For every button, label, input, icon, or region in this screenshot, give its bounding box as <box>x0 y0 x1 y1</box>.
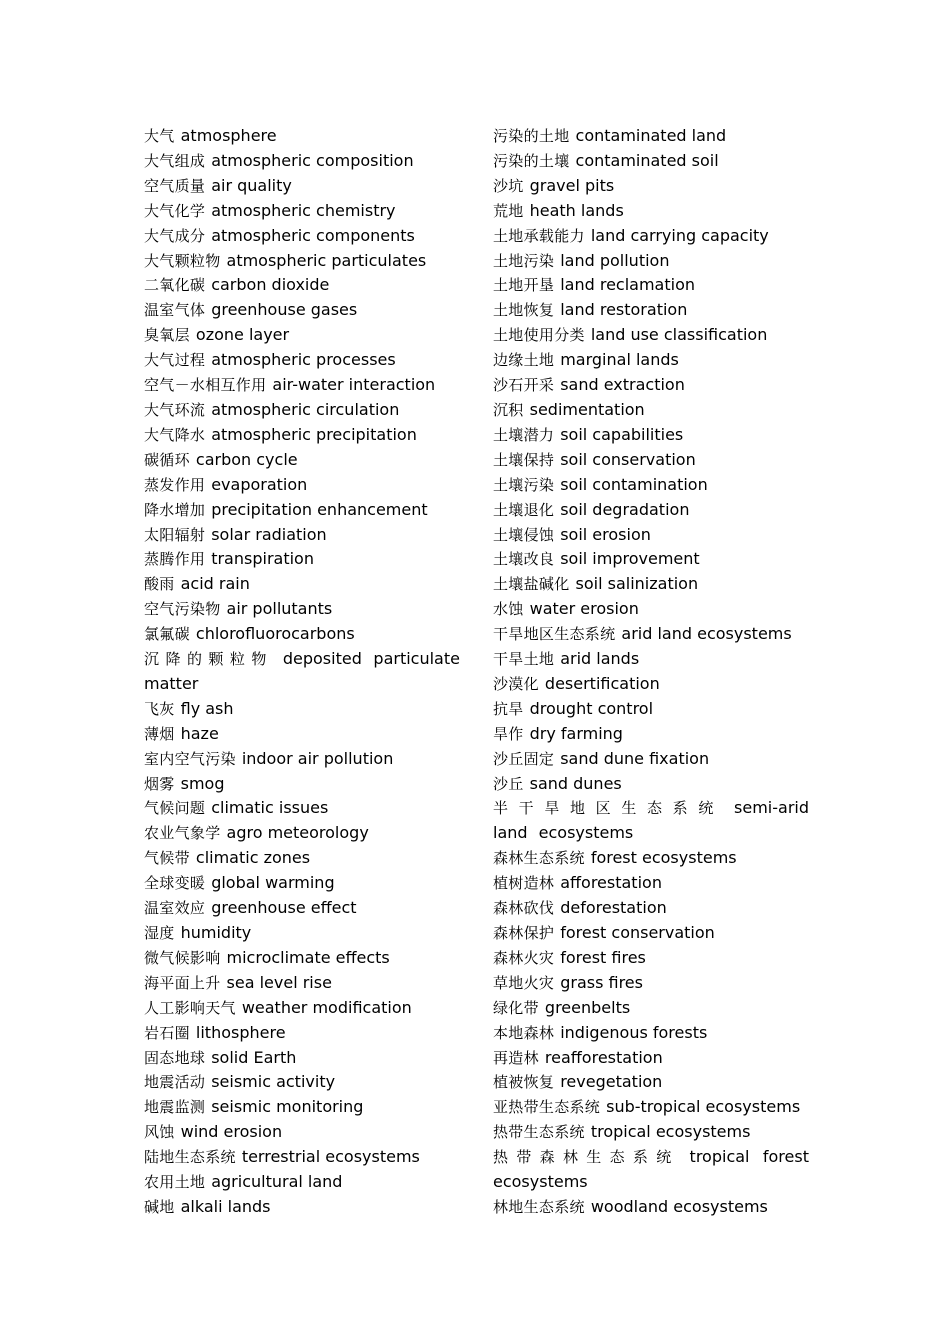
term-english: acid rain <box>180 574 250 594</box>
term-english: soil contamination <box>560 474 708 494</box>
glossary-entry <box>493 149 809 174</box>
term-chinese: 森林保护 <box>493 924 555 942</box>
term-chinese: 沙漠化 <box>493 674 539 693</box>
glossary-entry <box>144 1145 460 1170</box>
glossary-entry <box>144 921 460 946</box>
term-chinese: 森林火灾 <box>493 948 555 967</box>
term-english: reafforestation <box>544 1047 663 1067</box>
glossary-entry <box>144 373 460 398</box>
glossary-entry <box>144 622 460 647</box>
term-english: sand dune fixation <box>560 748 710 768</box>
term-english: alkali lands <box>180 1196 271 1216</box>
term-chinese: 空气－水相互作用 <box>144 376 267 395</box>
term-chinese: 大气颗粒物 <box>144 251 221 270</box>
glossary-entry <box>493 896 809 921</box>
term-english: lithosphere <box>195 1022 286 1042</box>
term-english: soil salinization <box>575 574 699 594</box>
glossary-entry <box>144 1120 460 1145</box>
term-chinese: 水蚀 <box>493 600 524 619</box>
term-chinese: 陆地生态系统 <box>144 1148 236 1167</box>
term-english: contaminated land <box>575 126 727 145</box>
glossary-entry <box>144 996 460 1021</box>
glossary-entry <box>144 1195 460 1220</box>
term-english: dry farming <box>529 723 623 743</box>
term-english: revegetation <box>560 1072 663 1092</box>
term-english: land reclamation <box>560 275 695 295</box>
term-english: fly ash <box>180 698 234 718</box>
term-english: land restoration <box>560 300 688 320</box>
glossary-entry <box>493 249 809 274</box>
glossary-entry <box>493 597 809 622</box>
term-chinese: 飞灰 <box>144 699 175 718</box>
term-chinese: 植被恢复 <box>493 1073 555 1092</box>
term-chinese: 土地承载能力 <box>493 226 585 245</box>
term-chinese: 海平面上升 <box>144 973 221 992</box>
term-english: atmospheric circulation <box>211 399 400 419</box>
term-chinese: 岩石圈 <box>144 1023 190 1042</box>
glossary-entry <box>493 747 809 772</box>
term-chinese: 土壤退化 <box>493 500 555 519</box>
term-english: drought control <box>529 698 654 718</box>
glossary-entry <box>144 398 460 423</box>
term-chinese: 风蚀 <box>144 1123 175 1142</box>
glossary-entry <box>493 273 809 298</box>
term-english: tropical ecosystems <box>590 1122 751 1142</box>
glossary-entry <box>144 523 460 548</box>
term-chinese: 湿度 <box>144 924 175 942</box>
term-chinese: 土壤改良 <box>493 550 555 569</box>
term-english: carbon cycle <box>195 449 298 469</box>
glossary-entry <box>493 523 809 548</box>
term-chinese: 大气环流 <box>144 400 206 419</box>
term-chinese: 土地恢复 <box>493 301 555 320</box>
glossary-entry <box>493 224 809 249</box>
term-chinese: 地震活动 <box>144 1073 206 1092</box>
glossary-entry <box>144 199 460 224</box>
term-chinese: 森林砍伐 <box>493 899 555 918</box>
term-chinese: 蒸发作用 <box>144 475 206 494</box>
term-english: ozone layer <box>195 325 290 345</box>
term-english: atmospheric components <box>211 225 415 245</box>
glossary-entry <box>144 149 460 174</box>
glossary-entry <box>144 722 460 747</box>
term-chinese: 土壤侵蚀 <box>493 525 555 544</box>
glossary-entry <box>493 1046 809 1071</box>
term-chinese: 微气候影响 <box>144 948 221 967</box>
term-chinese: 大气成分 <box>144 226 206 245</box>
term-chinese: 抗旱 <box>493 699 524 718</box>
term-english: sand dunes <box>529 773 622 793</box>
term-chinese: 沙丘固定 <box>493 749 555 768</box>
glossary-entry <box>493 921 809 946</box>
term-english: desertification <box>544 673 660 693</box>
term-chinese: 再造林 <box>493 1048 539 1067</box>
glossary-entry <box>493 1095 809 1120</box>
glossary-entry <box>144 772 460 797</box>
glossary-entry <box>144 597 460 622</box>
glossary-entry <box>493 772 809 797</box>
term-chinese: 沙石开采 <box>493 376 555 395</box>
term-english: haze <box>180 723 219 743</box>
term-english: atmospheric chemistry <box>211 200 396 220</box>
term-chinese: 碱地 <box>144 1197 175 1216</box>
term-english: wind erosion <box>180 1122 283 1142</box>
glossary-entry <box>493 174 809 199</box>
term-english: soil capabilities <box>560 424 684 444</box>
left-column <box>144 124 460 1220</box>
term-english: tropical forest ecosystems <box>493 1147 809 1192</box>
term-chinese: 污染的土地 <box>493 127 570 145</box>
glossary-entry <box>144 473 460 498</box>
glossary-entry <box>144 448 460 473</box>
term-chinese: 大气化学 <box>144 201 206 220</box>
term-chinese: 土壤保持 <box>493 450 555 469</box>
glossary-entry <box>493 946 809 971</box>
term-chinese: 土地开垦 <box>493 276 555 295</box>
glossary-entry <box>144 323 460 348</box>
term-chinese: 热带森林生态系统 <box>493 1148 680 1167</box>
term-english: air quality <box>211 175 292 195</box>
term-chinese: 草地火灾 <box>493 973 555 992</box>
term-chinese: 臭氧层 <box>144 326 190 345</box>
term-english: atmospheric particulates <box>226 250 427 270</box>
glossary-entry <box>493 871 809 896</box>
glossary-entry <box>144 1070 460 1095</box>
glossary-entry <box>144 298 460 323</box>
term-english: seismic activity <box>211 1072 336 1092</box>
term-english: deforestation <box>560 898 667 918</box>
glossary-entry <box>493 199 809 224</box>
term-english: solar radiation <box>211 524 327 544</box>
term-chinese: 薄烟 <box>144 724 175 743</box>
term-english: soil improvement <box>560 549 700 569</box>
term-english: indigenous forests <box>560 1022 708 1042</box>
glossary-entry <box>144 423 460 448</box>
glossary-entry <box>493 846 809 871</box>
term-english: soil conservation <box>560 449 696 469</box>
term-english: grass fires <box>560 972 643 992</box>
term-chinese: 土地使用分类 <box>493 326 585 345</box>
glossary-entry <box>144 946 460 971</box>
glossary-entry <box>493 348 809 373</box>
term-chinese: 空气污染物 <box>144 600 221 619</box>
term-chinese: 半干旱地区生态系统 <box>493 799 725 818</box>
glossary-entry <box>144 846 460 871</box>
term-english: land use classification <box>590 325 768 345</box>
glossary-entry <box>144 1046 460 1071</box>
glossary-entry <box>493 697 809 722</box>
term-english: arid lands <box>560 649 640 669</box>
glossary-entry <box>493 423 809 448</box>
term-chinese: 酸雨 <box>144 575 175 594</box>
glossary-entry <box>144 796 460 821</box>
glossary-entry <box>144 1095 460 1120</box>
glossary-entry <box>493 398 809 423</box>
term-chinese: 地震监测 <box>144 1098 206 1117</box>
glossary-entry <box>493 672 809 697</box>
glossary-entry <box>493 572 809 597</box>
term-chinese: 烟雾 <box>144 774 175 793</box>
term-english: atmosphere <box>180 126 277 145</box>
glossary-entry <box>144 224 460 249</box>
glossary-entry <box>144 174 460 199</box>
glossary-entry <box>144 821 460 846</box>
term-english: sand extraction <box>560 375 685 395</box>
term-english: sedimentation <box>529 399 645 419</box>
term-english: marginal lands <box>560 350 679 370</box>
term-english: agro meteorology <box>226 823 369 843</box>
term-chinese: 土地污染 <box>493 251 555 270</box>
term-chinese: 气候带 <box>144 849 190 868</box>
term-english: soil erosion <box>560 524 651 544</box>
glossary-entry <box>144 348 460 373</box>
term-english: land carrying capacity <box>590 225 769 245</box>
term-chinese: 温室气体 <box>144 301 206 320</box>
term-english: arid land ecosystems <box>621 624 792 644</box>
glossary-entry <box>493 1021 809 1046</box>
term-english: climatic issues <box>211 798 329 818</box>
term-english: seismic monitoring <box>211 1097 364 1117</box>
term-english: terrestrial ecosystems <box>241 1147 420 1167</box>
term-chinese: 大气组成 <box>144 151 206 170</box>
term-chinese: 蒸腾作用 <box>144 550 206 569</box>
glossary-entry <box>493 1145 809 1195</box>
glossary-entry <box>144 871 460 896</box>
term-chinese: 农业气象学 <box>144 824 221 843</box>
term-chinese: 空气质量 <box>144 176 206 195</box>
term-english: atmospheric composition <box>211 150 414 170</box>
term-chinese: 旱作 <box>493 724 524 743</box>
glossary-entry <box>493 1070 809 1095</box>
term-chinese: 室内空气污染 <box>144 749 236 768</box>
term-english: smog <box>180 773 225 793</box>
glossary-entry <box>493 1120 809 1145</box>
glossary-entry <box>493 124 809 149</box>
term-chinese: 氯氟碳 <box>144 625 190 644</box>
term-chinese: 沙丘 <box>493 774 524 793</box>
term-english: greenbelts <box>544 997 631 1017</box>
glossary-entry <box>144 249 460 274</box>
term-chinese: 大气 <box>144 127 175 145</box>
term-chinese: 大气过程 <box>144 351 206 370</box>
glossary-entry <box>493 796 809 846</box>
term-chinese: 干旱地区生态系统 <box>493 625 616 644</box>
term-english: woodland ecosystems <box>590 1196 768 1216</box>
glossary-entry <box>493 473 809 498</box>
term-chinese: 本地森林 <box>493 1023 555 1042</box>
glossary-entry <box>493 448 809 473</box>
glossary-entry <box>144 647 460 697</box>
glossary-entry <box>493 498 809 523</box>
glossary-entry <box>144 697 460 722</box>
term-chinese: 沉积 <box>493 400 524 419</box>
term-english: humidity <box>180 923 252 942</box>
term-chinese: 植树造林 <box>493 874 555 893</box>
glossary-entry <box>493 971 809 996</box>
term-chinese: 沉降的颗粒物 <box>144 650 273 669</box>
term-chinese: 农用土地 <box>144 1173 206 1192</box>
term-chinese: 温室效应 <box>144 899 206 918</box>
glossary-entry <box>493 373 809 398</box>
term-chinese: 沙坑 <box>493 176 524 195</box>
term-english: forest ecosystems <box>590 848 737 868</box>
term-english: greenhouse effect <box>211 898 357 918</box>
term-chinese: 碳循环 <box>144 450 190 469</box>
glossary-entry <box>144 1170 460 1195</box>
glossary-entry <box>493 996 809 1021</box>
glossary-entry <box>144 747 460 772</box>
term-chinese: 固态地球 <box>144 1048 206 1067</box>
glossary-entry <box>144 572 460 597</box>
term-chinese: 污染的土壤 <box>493 151 570 170</box>
glossary-entry <box>493 1195 809 1220</box>
term-english: air-water interaction <box>272 375 436 395</box>
term-english: forest conservation <box>560 923 715 942</box>
term-english: gravel pits <box>529 175 615 195</box>
term-english: sea level rise <box>226 972 332 992</box>
term-chinese: 土壤盐碱化 <box>493 575 570 594</box>
glossary-entry <box>144 273 460 298</box>
term-english: soil degradation <box>560 499 690 519</box>
right-column <box>493 124 809 1220</box>
term-english: water erosion <box>529 599 639 619</box>
term-chinese: 森林生态系统 <box>493 849 585 868</box>
term-english: chlorofluorocarbons <box>195 624 355 644</box>
term-english: atmospheric processes <box>211 350 396 370</box>
term-english: deposited particulate matter <box>144 649 460 693</box>
term-english: contaminated soil <box>575 150 719 170</box>
term-english: carbon dioxide <box>211 275 330 295</box>
term-english: afforestation <box>560 873 662 893</box>
term-chinese: 干旱土地 <box>493 650 555 669</box>
term-english: semi-arid land ecosystems <box>493 798 809 843</box>
term-english: heath lands <box>529 200 624 220</box>
term-english: climatic zones <box>195 848 311 868</box>
term-english: global warming <box>211 873 335 893</box>
term-english: precipitation enhancement <box>211 499 428 519</box>
term-english: weather modification <box>241 997 412 1017</box>
term-chinese: 绿化带 <box>493 998 539 1017</box>
term-english: forest fires <box>560 947 646 967</box>
term-chinese: 热带生态系统 <box>493 1123 585 1142</box>
glossary-entry <box>493 622 809 647</box>
term-chinese: 气候问题 <box>144 799 206 818</box>
glossary-entry <box>144 1021 460 1046</box>
term-chinese: 林地生态系统 <box>493 1197 585 1216</box>
term-english: sub-tropical ecosystems <box>606 1097 801 1117</box>
term-english: evaporation <box>211 474 308 494</box>
glossary-entry <box>144 124 460 149</box>
glossary-entry <box>144 896 460 921</box>
glossary-entry <box>493 547 809 572</box>
term-chinese: 边缘土地 <box>493 351 555 370</box>
term-chinese: 土壤污染 <box>493 475 555 494</box>
term-chinese: 亚热带生态系统 <box>493 1098 601 1117</box>
term-english: solid Earth <box>211 1047 297 1067</box>
glossary-entry <box>144 498 460 523</box>
term-english: land pollution <box>560 250 670 270</box>
glossary-entry <box>493 722 809 747</box>
term-english: microclimate effects <box>226 947 390 967</box>
term-chinese: 降水增加 <box>144 500 206 519</box>
term-english: atmospheric precipitation <box>211 424 417 444</box>
term-chinese: 人工影响天气 <box>144 998 236 1017</box>
term-english: indoor air pollution <box>241 748 394 768</box>
term-chinese: 二氧化碳 <box>144 276 206 295</box>
term-chinese: 太阳辐射 <box>144 525 206 544</box>
term-chinese: 土壤潜力 <box>493 425 555 444</box>
glossary-entry <box>493 298 809 323</box>
term-english: transpiration <box>211 549 314 569</box>
term-english: air pollutants <box>226 599 333 619</box>
term-chinese: 大气降水 <box>144 425 206 444</box>
glossary-entry <box>144 547 460 572</box>
glossary-entry <box>493 647 809 672</box>
term-chinese: 荒地 <box>493 201 524 220</box>
term-chinese: 全球变暖 <box>144 874 206 893</box>
glossary-entry <box>144 971 460 996</box>
glossary-entry <box>493 323 809 348</box>
term-english: greenhouse gases <box>211 300 358 320</box>
term-english: agricultural land <box>211 1172 343 1192</box>
